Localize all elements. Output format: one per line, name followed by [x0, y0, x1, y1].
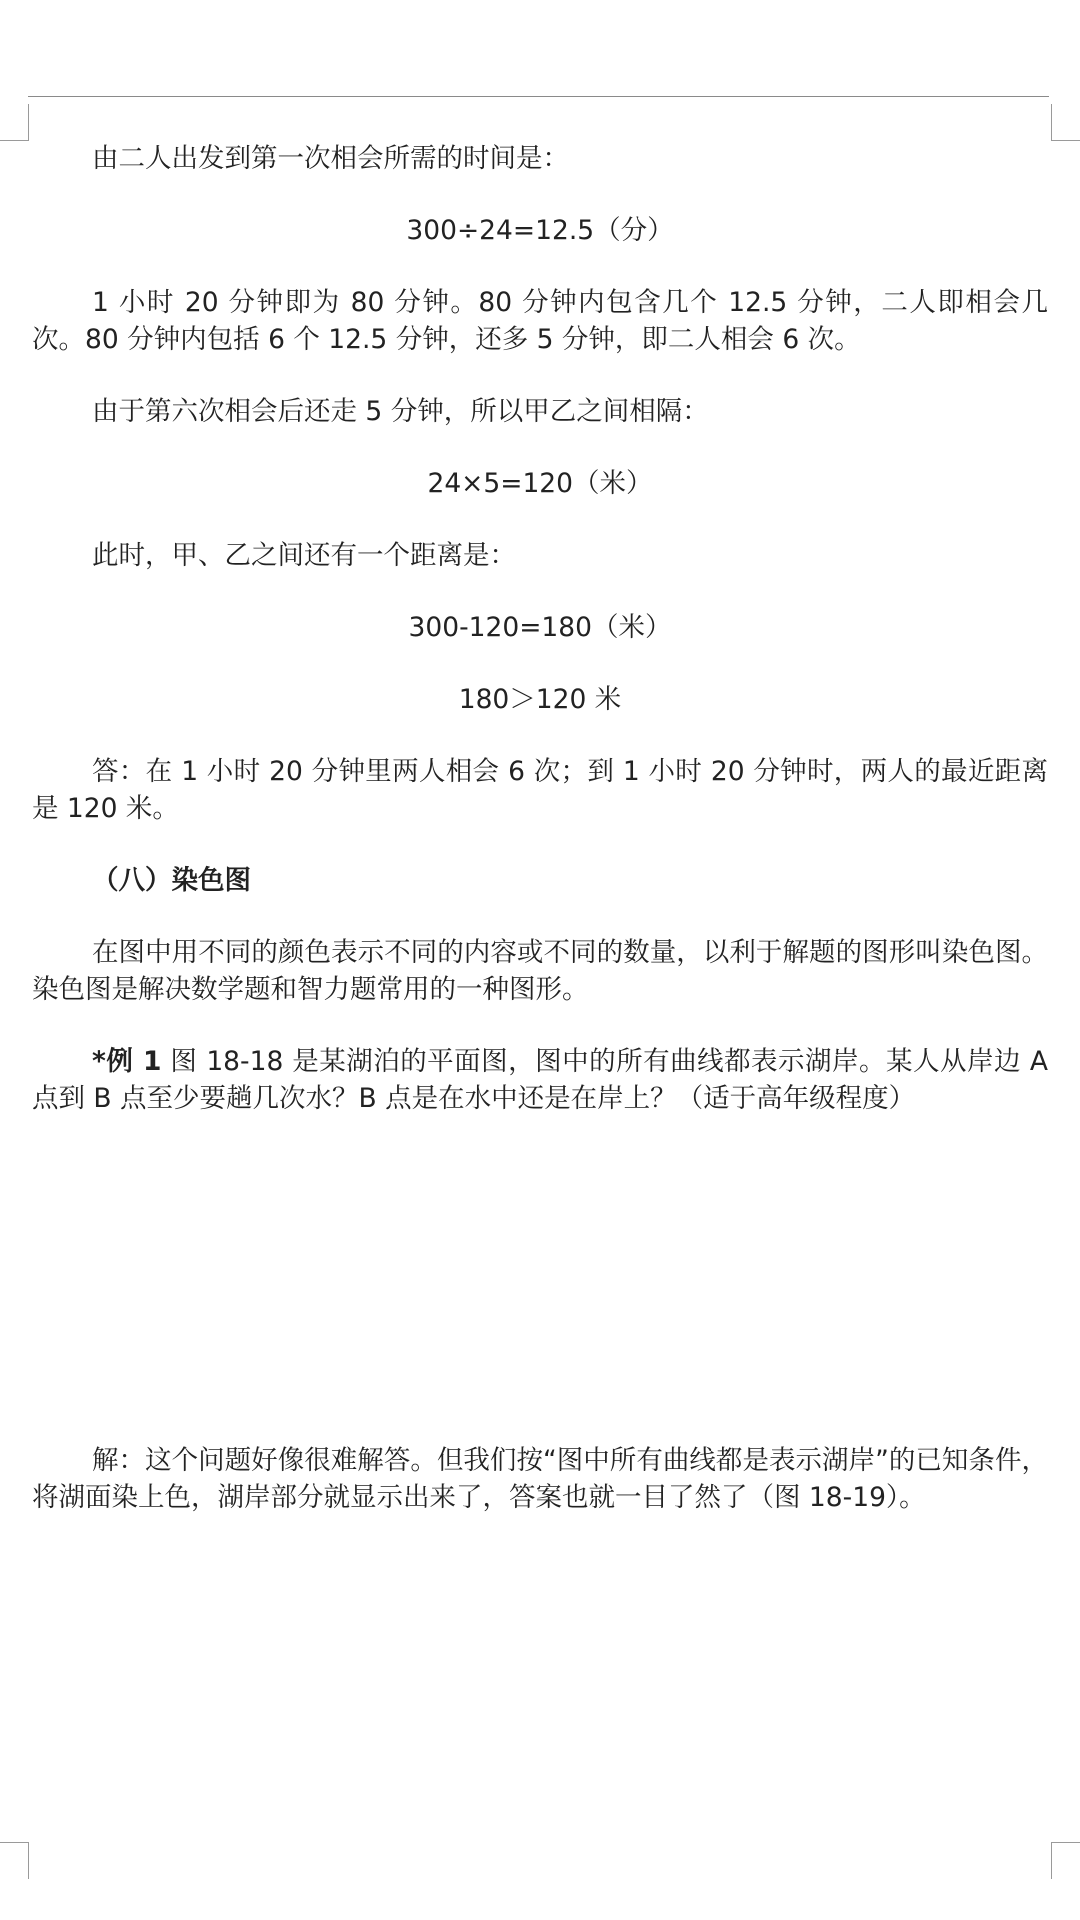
paragraph-remaining-distance: 此时，甲、乙之间还有一个距离是： [92, 540, 516, 571]
paragraph-answer: 答：在 1 小时 20 分钟里两人相会 6 次；到 1 小时 20 分钟时，两人的最近距离是 120 米。 [32, 756, 1048, 824]
paragraph-solution: 解：这个问题好像很难解答。但我们按“图中所有曲线都是表示湖岸”的已知条件，将湖面染上色，湖岸部分就显示出来了，答案也就一目了然了（图 18-19）。 [32, 1445, 1048, 1513]
header-rule [28, 96, 1049, 97]
equation-comparison: 180＞120 米 [458, 684, 622, 715]
crop-mark-top-right [1051, 104, 1080, 141]
equation-time: 300÷24=12.5（分） [406, 215, 674, 246]
paragraph-coloring-definition: 在图中用不同的颜色表示不同的内容或不同的数量，以利于解题的图形叫染色图。染色图是解决数学题和智力题常用的一种图形。 [32, 937, 1048, 1005]
section-heading: （八）染色图 [92, 865, 251, 896]
crop-mark-top-left [0, 104, 29, 141]
figure-placeholder [32, 1152, 1048, 1442]
equation-remaining: 300-120=180（米） [408, 612, 672, 643]
paragraph-example [32, 1043, 1048, 1117]
document-body [32, 140, 1048, 1551]
example-text: 图 18-18 是某湖泊的平面图，图中的所有曲线都表示湖岸。某人从岸边 A 点到 B 点至少要趟几次水？B 点是在水中还是在岸上？（适于高年级程度） [32, 1046, 1048, 1114]
paragraph-meeting-count: 1 小时 20 分钟即为 80 分钟。80 分钟内包含几个 12.5 分钟，二人即相会几次。80 分钟内包括 6 个 12.5 分钟，还多 5 分钟，即二人相会 6 次。 [32, 287, 1048, 355]
example-label: *例 1 [92, 1046, 162, 1077]
equation-distance: 24×5=120（米） [427, 468, 653, 499]
paragraph-time-first-meeting: 由二人出发到第一次相会所需的时间是： [92, 143, 569, 174]
paragraph-distance-after: 由于第六次相会后还走 5 分钟，所以甲乙之间相隔： [92, 396, 709, 427]
crop-mark-bottom-right [1051, 1842, 1080, 1879]
crop-mark-bottom-left [0, 1842, 29, 1879]
